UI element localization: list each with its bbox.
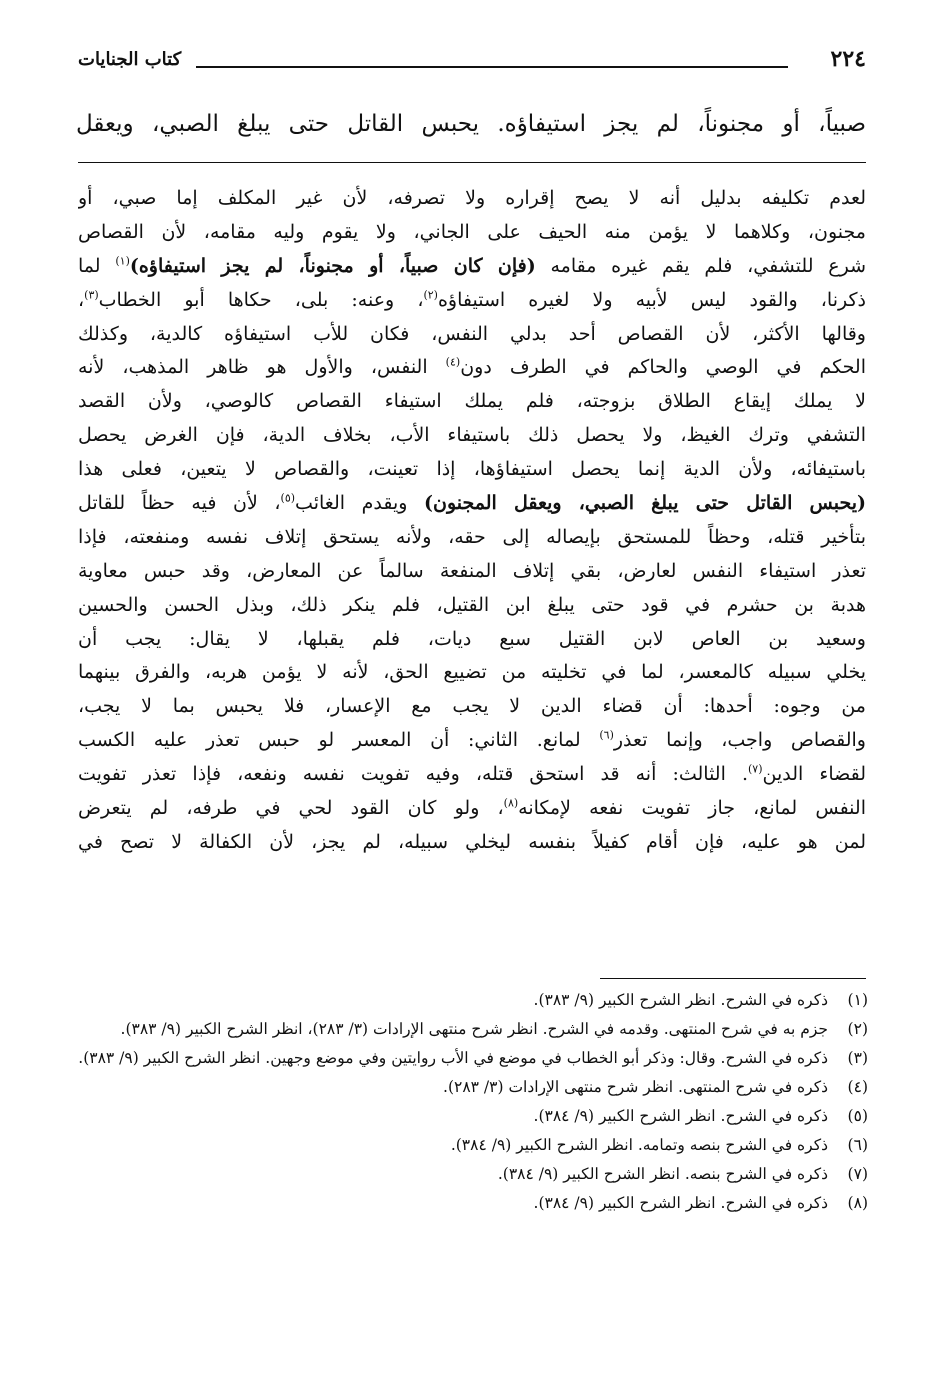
footnote [78, 1015, 868, 1044]
footnote [78, 1131, 868, 1160]
footnote-text: ذكره في الشرح بنصه وتمامه. انظر الشرح الكبير (٩/ ٣٨٤). [450, 1136, 828, 1154]
footnote-text: ذكره في الشرح بنصه. انظر الشرح الكبير (٩/ ٣٨٤). [497, 1165, 828, 1183]
footnote-text: ذكره في الشرح. وقال: وذكر أبو الخطاب في موضع في الأب روايتين وفي موضع وجهين. انظر الشرح الكبير (٩/ ٣٨٣). [78, 1049, 828, 1067]
commentary-line: يخلي سبيله كالمعسر، لما في تخليته من تضييع الحق، لأنه لا يؤمن هربه، والفرق بينهما [78, 661, 866, 684]
commentary-line: التشفي وترك الغيظ، ولا يحصل ذلك باستيفاء الأب، بخلاف الدية، فإن الغرض يحصل [78, 424, 866, 447]
footnote-ref: (٢) [423, 288, 438, 302]
commentary-line: والقصاص واجب، وإنما تعذر$^{(٦)}$ لمانع. الثاني: أن المعسر لو حبس تعذر عليه الكسب [78, 728, 866, 752]
quoted-matn: (يحبس القاتل حتى يبلغ الصبي، ويعقل المجنون) [424, 492, 866, 515]
footnote [78, 1073, 868, 1102]
footnote-ref: (٦) [599, 728, 614, 742]
footnote [78, 986, 868, 1015]
footnote-ref: (٥) [280, 491, 296, 505]
footnote-number: (٢) [847, 1020, 868, 1038]
commentary-line: (يحبس القاتل حتى يبلغ الصبي، ويعقل المجنون) ويقدم الغائب$^{(٥)}$، لأن فيه حظاً للقاتل [78, 491, 866, 515]
footnote-ref: (١) [115, 254, 130, 268]
commentary-line: الحكم في الوصي والحاكم في الطرف دون$^{(٤)}$ النفس، والأول هو ظاهر المذهب، لأنه [78, 356, 866, 379]
commentary-line: لا يملك إيقاع الطلاق بزوجته، فلم يملك استيفاء القصاص كالوصي، ولأن القصد [78, 390, 866, 413]
footnote-text: جزم به في شرح المنتهى. وقدمه في الشرح. انظر شرح منتهى الإرادات (٣/ ٢٨٣)، انظر الشرح الكبير (٩/ ٣٨٣). [120, 1020, 828, 1038]
commentary-line: تعذر استيفاء النفس لعارض، بقي إتلاف المنفعة سالماً عن المعارض، وقد حبس معاوية [78, 559, 866, 582]
footnote-number: (٧) [847, 1165, 868, 1183]
footnote-divider [600, 978, 866, 979]
matn-divider [78, 162, 866, 163]
footnote-text: ذكره في الشرح. انظر الشرح الكبير (٩/ ٣٨٤). [533, 1107, 828, 1125]
footnote-number: (٨) [847, 1194, 868, 1212]
footnote-text: ذكره في الشرح. انظر الشرح الكبير (٩/ ٣٨٤). [533, 1194, 828, 1212]
footnote-ref: (٧) [748, 762, 763, 776]
footnote-text: ذكره في شرح المنتهى. انظر شرح منتهى الإرادات (٣/ ٢٨٣). [443, 1078, 828, 1096]
matn-text: صبياً، أو مجنوناً، لم يجز استيفاؤه. يحبس القاتل حتى يبلغ الصبي، ويعقل [76, 111, 866, 137]
commentary-line: شرع للتشفي، فلم يقم غيره مقامه (فإن كان صبياً، أو مجنوناً، لم يجز استيفاؤه)$^{(١)}$ لما [78, 254, 866, 277]
footnotes [78, 986, 868, 1218]
commentary-line: النفس لمانع، جاز تفويت نفعه لإمكانه$^{(٨)}$، ولو كان القود لحي في طرفه، لم يتعرض [78, 796, 866, 820]
commentary-line: لمن هو عليه، فإن أقام كفيلاً بنفسه ليخلي سبيله، لم يجز، لأن الكفالة لا تصح في [78, 830, 866, 853]
footnote [78, 1102, 868, 1131]
footnote-ref: (٨) [503, 796, 519, 810]
page-number: ٢٢٤ [830, 46, 866, 72]
footnote-text: ذكره في الشرح. انظر الشرح الكبير (٩/ ٣٨٣). [533, 991, 828, 1009]
footnote-ref: (٤) [445, 356, 461, 370]
quoted-matn: (فإن كان صبياً، أو مجنوناً، لم يجز استيفاؤه) [129, 254, 536, 277]
footnote-ref: (٣) [84, 288, 99, 302]
commentary [78, 182, 866, 860]
commentary-line: لقضاء الدين$^{(٧)}$. الثالث: أنه قد استحق قتله، وفيه تفويت نفسه ونفعه، فإذا تعذر تفويت [78, 762, 866, 786]
running-header [78, 44, 866, 80]
commentary-line: من وجوه: أحدها: أن قضاء الدين لا يجب مع الإعسار، فلا يحبس بما لا يجب، [78, 695, 866, 718]
footnote [78, 1160, 868, 1189]
footnote [78, 1044, 868, 1073]
commentary-line: هدبة بن حشرم في قود حتى يبلغ ابن القتيل، فلم ينكر ذلك، وبذل الحسن والحسين [78, 593, 866, 616]
footnote-number: (٣) [847, 1049, 868, 1067]
commentary-line: باستيفائه، ولأن الدية إنما يحصل استيفاؤها، إذا تعينت، والقصاص لا يتعين، فعلى هذا [78, 458, 866, 481]
commentary-line: بتأخير قتله، وحظاً للمستحق بإيصاله إلى حقه، ولأنه يستحق إتلاف نفسه ومنفعته، فإذا [78, 525, 866, 548]
commentary-line: ذكرنا، والقود ليس لأبيه ولا لغيره استيفاؤه$^{(٢)}$، وعنه: بلى، حكاها أبو الخطاب$^{(٣)}$، [78, 288, 866, 311]
footnote-number: (٤) [847, 1078, 868, 1096]
book-title: كتاب الجنايات [78, 49, 182, 70]
commentary-line: وسعيد بن العاص لابن القتيل سبع ديات، فلم يقبلها، لا يقال: يجب أن [78, 627, 866, 650]
commentary-line: لعدم تكليفه بدليل أنه لا يصح إقراره ولا تصرفه، لأن غير المكلف إما صبي، أو [78, 187, 866, 209]
commentary-line: وقالها الأكثر، لأن القصاص أحد بدلي النفس، فكان للأب استيفاؤه كالدية، وكذلك [78, 322, 866, 345]
footnote-number: (٥) [847, 1107, 868, 1125]
footnote-number: (٦) [847, 1136, 868, 1154]
commentary-line: مجنون، وكلاهما لا يؤمن منه الحيف على الجاني، ولا يقوم وليه مقامه، لأن القصاص [78, 220, 866, 243]
footnote-number: (١) [847, 991, 868, 1009]
header-rule [196, 66, 788, 68]
footnote [78, 1189, 868, 1218]
